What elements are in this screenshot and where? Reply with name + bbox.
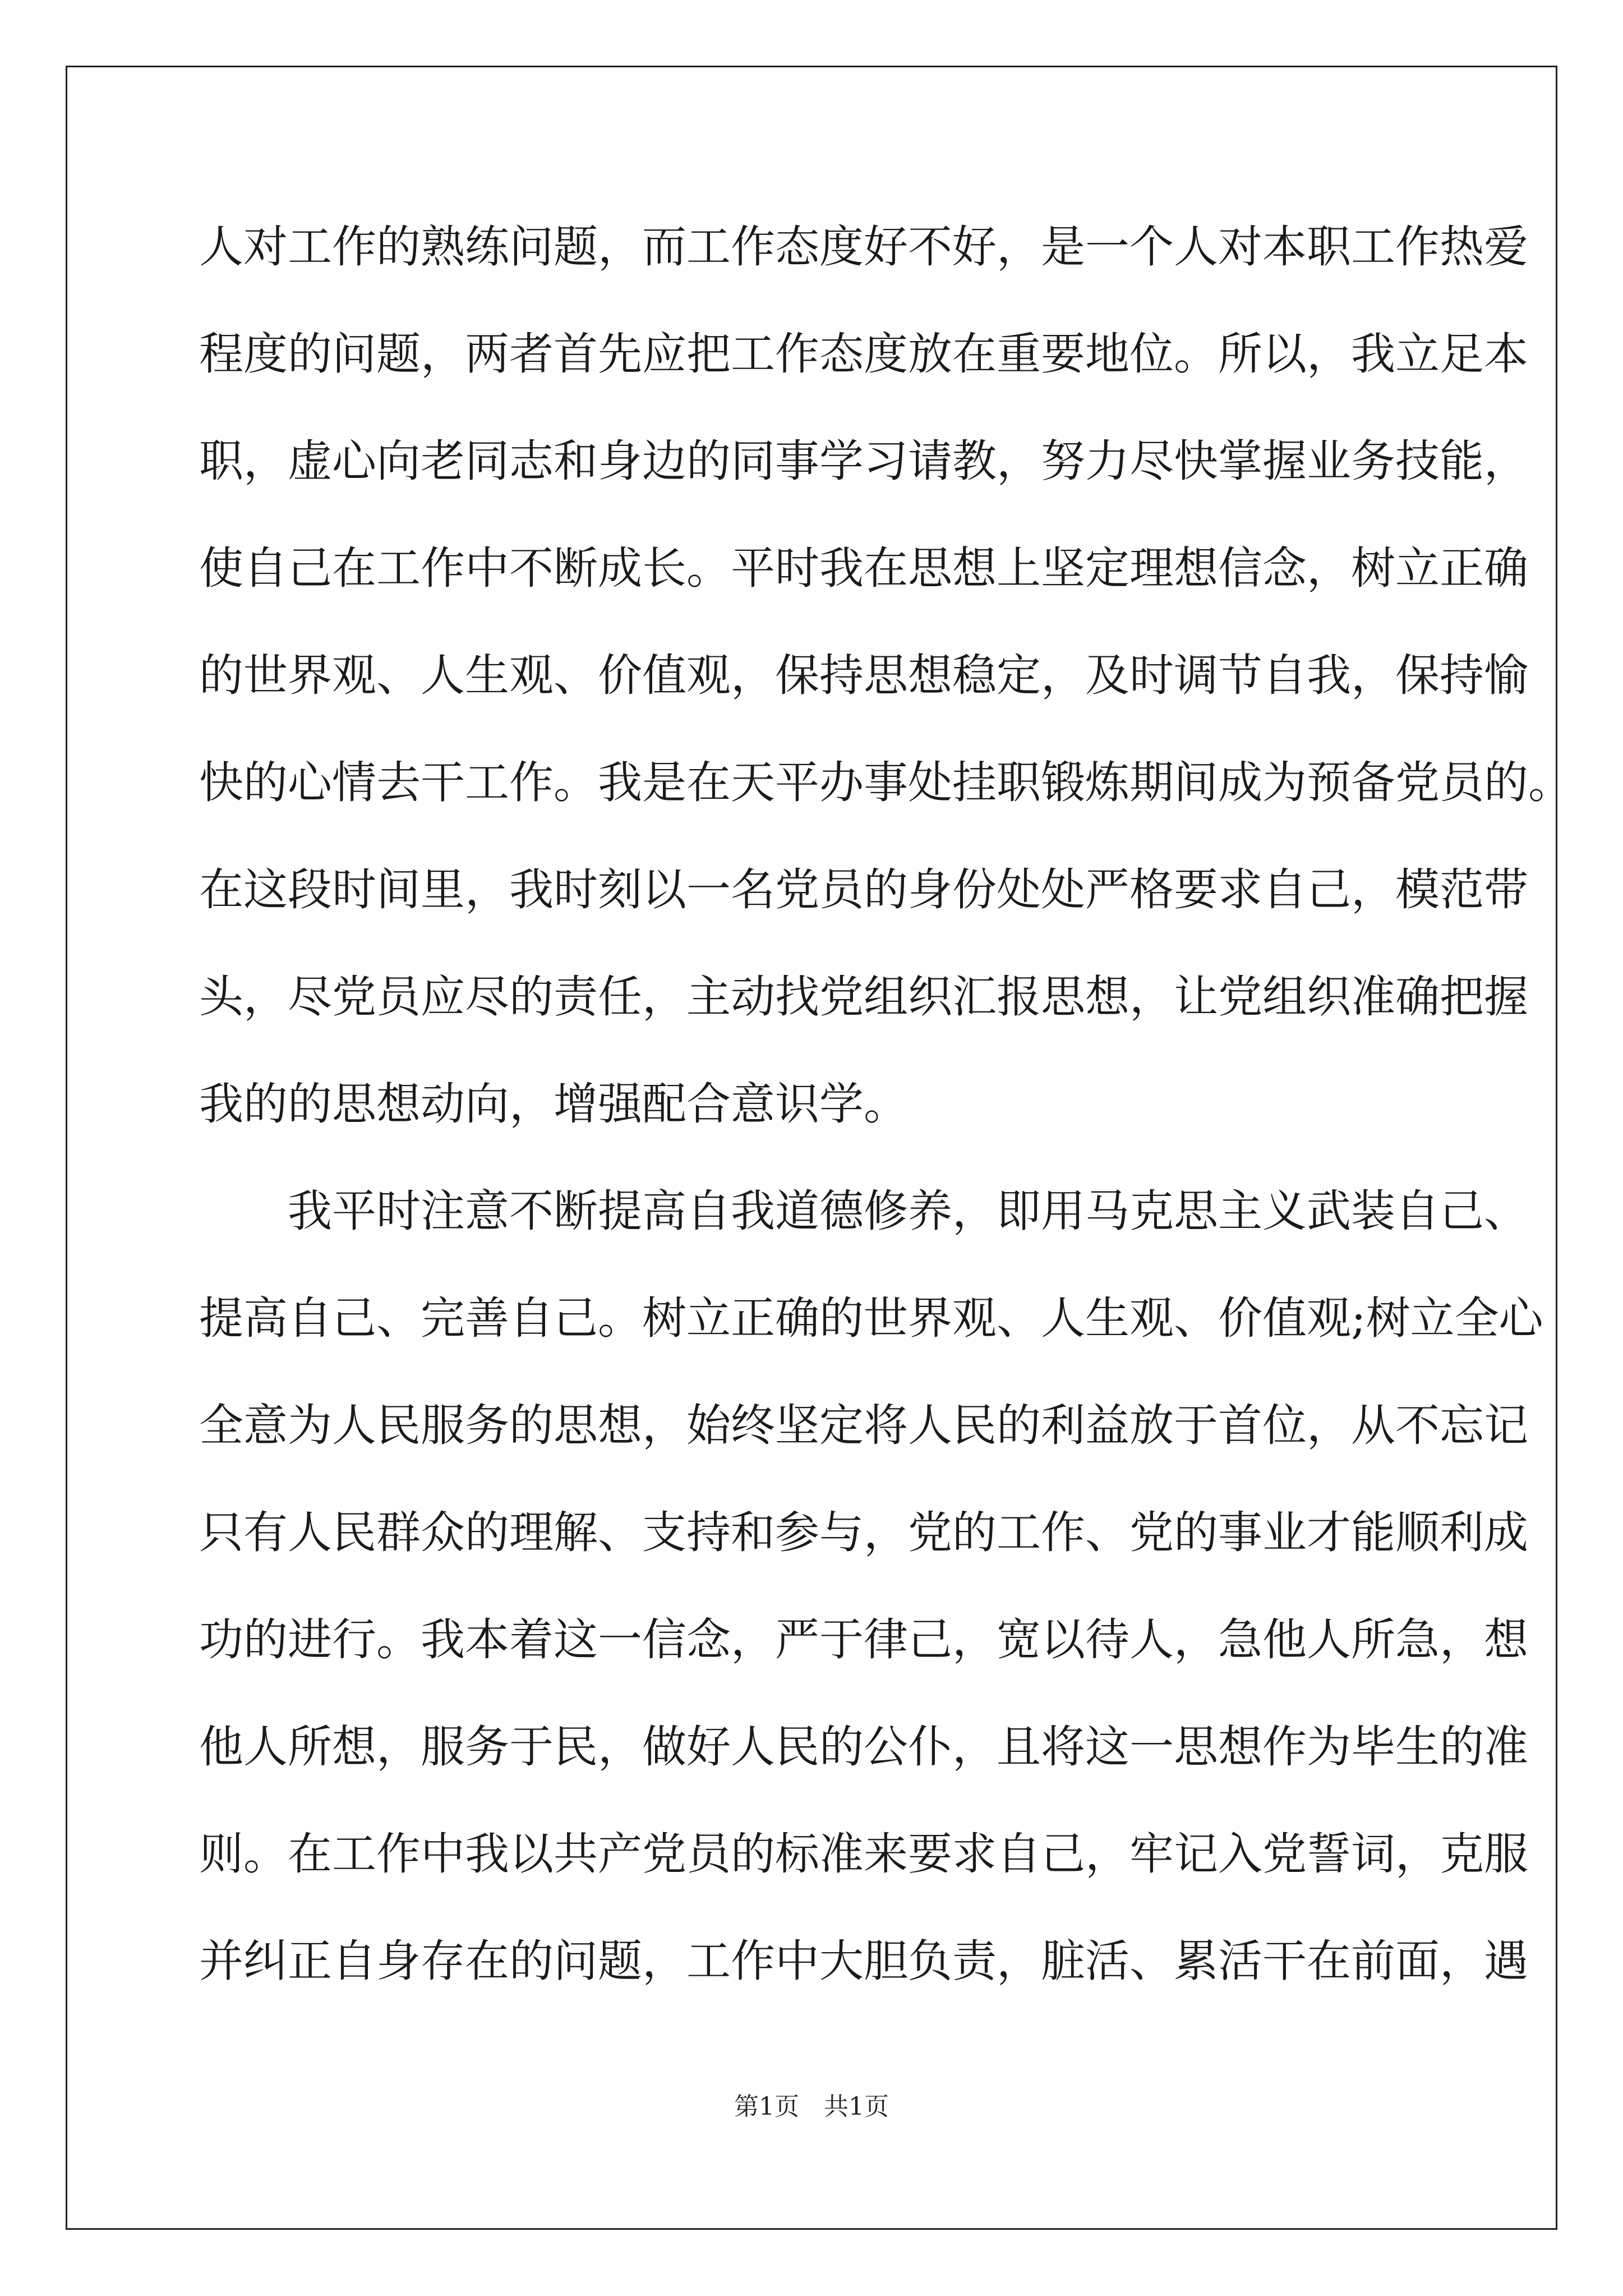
text-line: 他人所想，服务于民，做好人民的公仆，且将这一思想作为毕生的准 [199,1721,1528,1773]
text-line: 的世界观、人生观、价值观，保持思想稳定，及时调节自我，保持愉 [199,650,1528,701]
text-line: 使自己在工作中不断成长。平时我在思想上坚定理想信念，树立正确 [199,542,1528,594]
text-line: 人对工作的熟练问题，而工作态度好不好，是一个人对本职工作热爱 [199,221,1528,273]
text-line: 职，虚心向老同志和身边的同事学习请教，努力尽快掌握业务技能， [199,435,1528,487]
text-line: 功的进行。我本着这一信念，严于律己，宽以待人，急他人所急，想 [199,1614,1528,1665]
paragraph-2 [199,1183,1543,2040]
text-line: 全意为人民服务的思想，始终坚定将人民的利益放于首位，从不忘记 [199,1400,1528,1451]
text-line: 程度的问题，两者首先应把工作态度放在重要地位。所以，我立足本 [199,328,1528,380]
text-line: 只有人民群众的理解、支持和参与，党的工作、党的事业才能顺利成 [199,1507,1528,1558]
document-body [199,219,1573,2040]
text-line: 我平时注意不断提高自我道德修养，即用马克思主义武装自己、 [288,1185,1528,1237]
text-line: 并纠正自身存在的问题，工作中大胆负责，脏活、累活干在前面，遇 [199,1935,1528,1987]
text-line: 提高自己、完善自己。树立正确的世界观、人生观、价值观;树立全心 [199,1292,1543,1344]
page-number: 第1页 共1页 [734,2092,889,2121]
text-line: 我的的思想动向，增强配合意识学。 [199,1078,908,1130]
text-line: 则。在工作中我以共产党员的标准来要求自己，牢记入党誓词，克服 [199,1828,1528,1880]
paragraph-1 [199,219,1573,1183]
text-line: 在这段时间里，我时刻以一名党员的身份处处严格要求自己，模范带 [199,864,1528,915]
text-line: 快的心情去干工作。我是在天平办事处挂职锻炼期间成为预备党员的。 [199,757,1573,808]
text-line: 头，尽党员应尽的责任，主动找党组织汇报思想，让党组织准确把握 [199,971,1528,1023]
